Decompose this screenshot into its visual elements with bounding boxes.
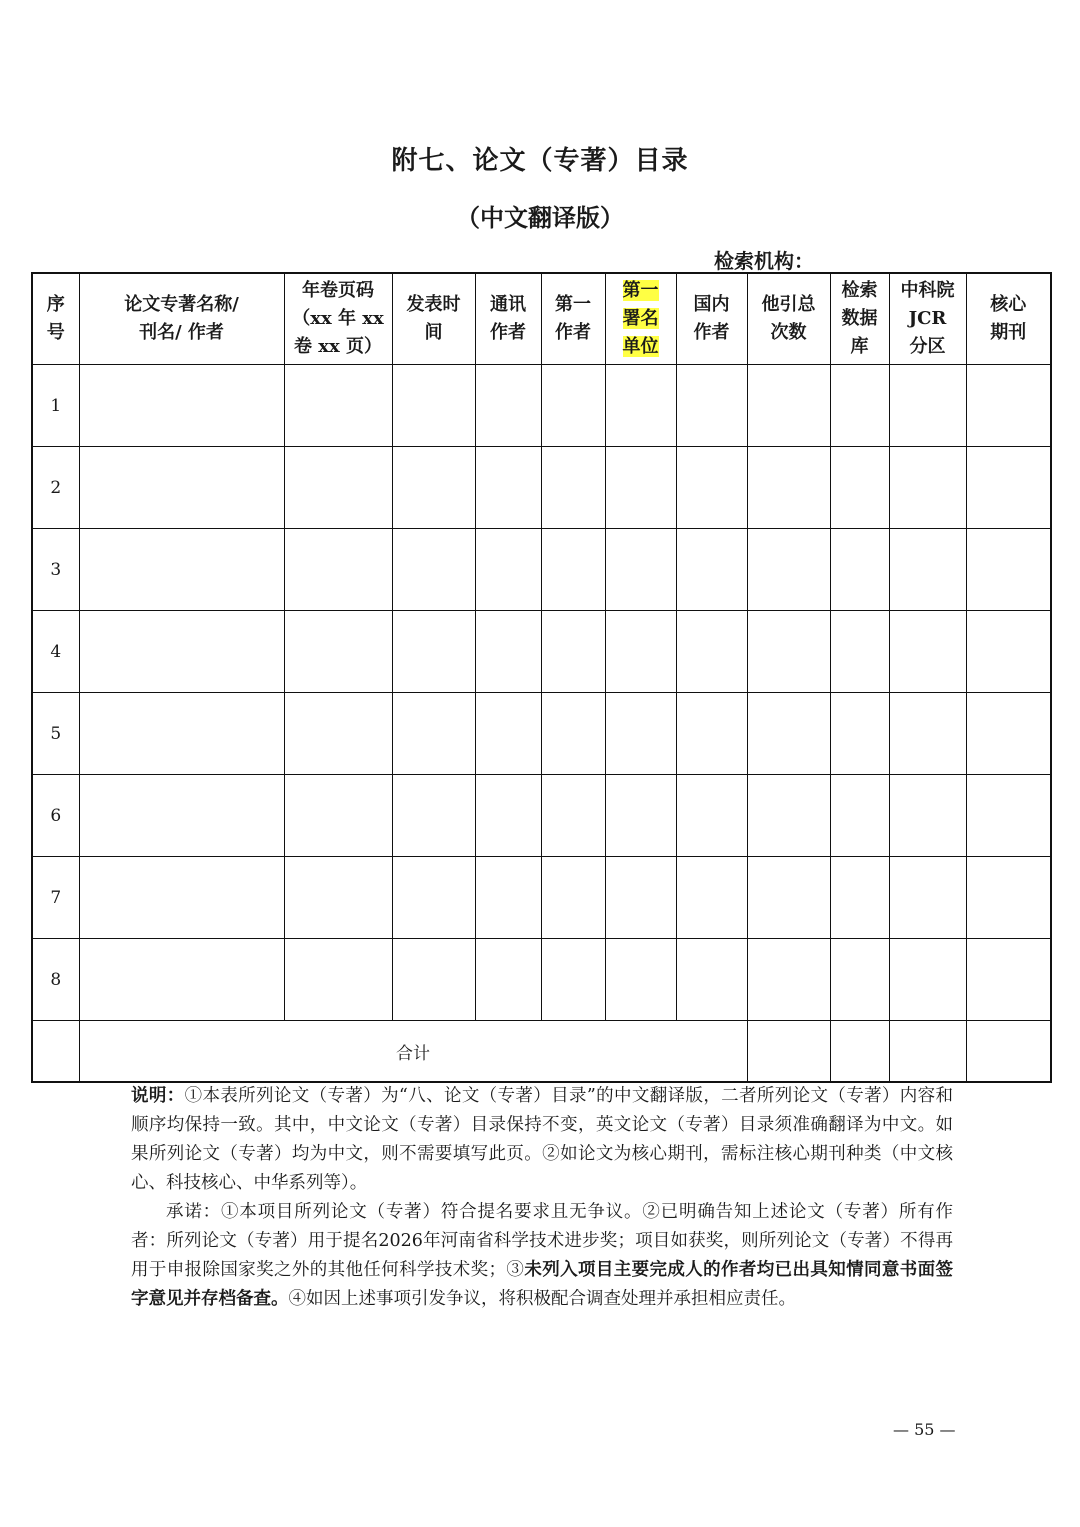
header-line: 单位 [622, 336, 659, 357]
cell-first_author[interactable] [541, 447, 605, 529]
cell-volume[interactable] [284, 611, 392, 693]
header-citations-label [762, 294, 816, 343]
promise-text-bold: 未列入项目主要完成人的作者均已出具知情同意书面签字意见并存档备查。 [131, 1260, 953, 1309]
promise-text-2: ④如因上述事项引发争议，将积极配合调查处理并承担相应责任。 [288, 1289, 796, 1309]
header-corresp-label [490, 294, 526, 343]
paper-catalog-table [31, 272, 1052, 1083]
cell-jcr[interactable] [889, 529, 966, 611]
cell-first_unit[interactable] [605, 529, 676, 611]
header-first_author [541, 273, 605, 365]
header-first_unit-label [623, 280, 659, 357]
cell-database[interactable] [830, 939, 889, 1021]
cell-volume[interactable] [284, 939, 392, 1021]
header-line: JCR [908, 308, 947, 329]
header-line: 第一 [622, 280, 659, 301]
retrieval-agency-label: 检索机构： [714, 249, 814, 273]
cell-citations[interactable] [747, 365, 830, 447]
cell-first_unit[interactable] [605, 775, 676, 857]
cell-volume[interactable] [284, 365, 392, 447]
header-line: 次数 [770, 322, 807, 343]
header-first_author-label [555, 294, 591, 343]
header-domestic [676, 273, 747, 365]
header-database-label [842, 280, 878, 357]
header-citations [747, 273, 830, 365]
cell-corresp[interactable] [475, 611, 541, 693]
header-line: 检索 [841, 280, 878, 301]
cell-corresp[interactable] [475, 939, 541, 1021]
header-line: 卷 xx 页） [294, 336, 382, 357]
page-title: 附七、论文（专著）目录 [391, 146, 689, 176]
cell-volume[interactable] [284, 857, 392, 939]
header-core-label [990, 294, 1026, 343]
header-pubtime [392, 273, 475, 365]
cell-first_unit[interactable] [605, 857, 676, 939]
cell-first_author[interactable] [541, 939, 605, 1021]
explanation-lead: 说明： [131, 1086, 185, 1106]
table-body [32, 365, 1051, 1083]
cell-jcr[interactable] [889, 693, 966, 775]
cell-core[interactable] [966, 447, 1051, 529]
header-line: 国内 [693, 294, 730, 315]
row-number: 6 [32, 775, 79, 857]
header-line: 核心 [990, 294, 1027, 315]
header-corresp [475, 273, 541, 365]
cell-pubtime[interactable] [392, 529, 475, 611]
cell-citations[interactable] [747, 529, 830, 611]
cell-core[interactable] [966, 775, 1051, 857]
cell-citations[interactable] [747, 857, 830, 939]
cell-first_author[interactable] [541, 611, 605, 693]
header-seq-label [47, 294, 65, 343]
cell-domestic[interactable] [676, 529, 747, 611]
header-line: 作者 [693, 322, 730, 343]
table-row [32, 857, 1051, 939]
cell-name[interactable] [79, 529, 284, 611]
explanation-paragraph [131, 1082, 953, 1198]
notes-section [131, 1082, 953, 1314]
header-jcr-label [901, 280, 955, 357]
cell-core[interactable] [966, 365, 1051, 447]
row-number: 5 [32, 693, 79, 775]
header-line: 作者 [490, 322, 526, 343]
table-row [32, 693, 1051, 775]
header-line: （xx 年 xx [292, 308, 384, 329]
table-row [32, 939, 1051, 1021]
header-line: 第一 [555, 294, 591, 315]
cell-first_unit[interactable] [605, 365, 676, 447]
header-jcr [889, 273, 966, 365]
header-database [830, 273, 889, 365]
cell-database[interactable] [830, 365, 889, 447]
header-line: 刊名/ 作者 [139, 322, 224, 343]
cell-corresp[interactable] [475, 365, 541, 447]
header-volume [284, 273, 392, 365]
table-row [32, 529, 1051, 611]
cell-first_unit[interactable] [605, 693, 676, 775]
table-row [32, 365, 1051, 447]
header-line: 库 [850, 336, 869, 357]
header-line: 分区 [909, 336, 946, 357]
cell-volume[interactable] [284, 529, 392, 611]
cell-domestic[interactable] [676, 939, 747, 1021]
header-line: 发表时 [406, 294, 461, 315]
row-number: 1 [32, 365, 79, 447]
header-line: 数据 [841, 308, 878, 329]
header-line: 论文专著名称/ [124, 294, 239, 315]
header-core [966, 273, 1051, 365]
total-core[interactable] [966, 1021, 1051, 1083]
row-number: 7 [32, 857, 79, 939]
header-line: 作者 [555, 322, 591, 343]
cell-database[interactable] [830, 857, 889, 939]
cell-first_author[interactable] [541, 775, 605, 857]
cell-jcr[interactable] [889, 611, 966, 693]
promise-paragraph [131, 1198, 953, 1314]
explanation-text: ①本表所列论文（专著）为“八、论文（专著）目录”的中文翻译版，二者所列论文（专著）内容和顺序均保持一致。其中，中文论文（专著）目录保持不变，英文论文（专著）目录须准确翻译为中文。如果所列论文（专著）均为中文，则不需要填写此页。②如论文为核心期刊，需标注核心期刊种类（中文核心、科技核心、中华系列等）。 [131, 1086, 954, 1193]
cell-database[interactable] [830, 529, 889, 611]
cell-name[interactable] [79, 775, 284, 857]
cell-citations[interactable] [747, 693, 830, 775]
cell-database[interactable] [830, 775, 889, 857]
cell-pubtime[interactable] [392, 447, 475, 529]
header-name [79, 273, 284, 365]
cell-database[interactable] [830, 447, 889, 529]
cell-domestic[interactable] [676, 611, 747, 693]
cell-pubtime[interactable] [392, 365, 475, 447]
cell-pubtime[interactable] [392, 693, 475, 775]
header-line: 通讯 [490, 294, 526, 315]
table-header-row [32, 273, 1051, 365]
header-seq [32, 273, 79, 365]
total-citations[interactable] [747, 1021, 830, 1083]
cell-corresp[interactable] [475, 693, 541, 775]
cell-name[interactable] [79, 693, 284, 775]
cell-core[interactable] [966, 939, 1051, 1021]
cell-pubtime[interactable] [392, 857, 475, 939]
total-row [32, 1021, 1051, 1083]
table-row [32, 775, 1051, 857]
cell-citations[interactable] [747, 611, 830, 693]
header-line: 署名 [622, 308, 659, 329]
cell-core[interactable] [966, 857, 1051, 939]
cell-domestic[interactable] [676, 693, 747, 775]
cell-domestic[interactable] [676, 447, 747, 529]
header-domestic-label [694, 294, 730, 343]
cell-first_author[interactable] [541, 365, 605, 447]
header-line: 号 [46, 322, 65, 343]
header-line: 期刊 [990, 322, 1027, 343]
cell-core[interactable] [966, 611, 1051, 693]
row-number: 8 [32, 939, 79, 1021]
cell-jcr[interactable] [889, 775, 966, 857]
header-name-label [124, 294, 239, 343]
header-line: 年卷页码 [302, 280, 374, 301]
cell-jcr[interactable] [889, 939, 966, 1021]
cell-jcr[interactable] [889, 447, 966, 529]
row-number: 2 [32, 447, 79, 529]
cell-name[interactable] [79, 939, 284, 1021]
table-row [32, 447, 1051, 529]
cell-first_unit[interactable] [605, 447, 676, 529]
header-line: 他引总 [761, 294, 816, 315]
cell-first_author[interactable] [541, 857, 605, 939]
cell-corresp[interactable] [475, 775, 541, 857]
cell-first_unit[interactable] [605, 939, 676, 1021]
table-row [32, 611, 1051, 693]
cell-citations[interactable] [747, 775, 830, 857]
page-number: — 55 — [893, 1420, 956, 1439]
cell-database[interactable] [830, 611, 889, 693]
row-number: 3 [32, 529, 79, 611]
cell-corresp[interactable] [475, 529, 541, 611]
cell-volume[interactable] [284, 775, 392, 857]
header-pubtime-label [407, 294, 461, 343]
cell-citations[interactable] [747, 447, 830, 529]
cell-database[interactable] [830, 693, 889, 775]
page-subtitle: （中文翻译版） [456, 203, 624, 232]
cell-core[interactable] [966, 529, 1051, 611]
cell-core[interactable] [966, 693, 1051, 775]
total-label: 合计 [79, 1021, 747, 1083]
header-line: 序 [46, 294, 65, 315]
cell-domestic[interactable] [676, 857, 747, 939]
cell-volume[interactable] [284, 693, 392, 775]
header-line: 中科院 [900, 280, 955, 301]
header-volume-label [292, 280, 383, 357]
cell-domestic[interactable] [676, 775, 747, 857]
cell-name[interactable] [79, 611, 284, 693]
cell-jcr[interactable] [889, 365, 966, 447]
cell-jcr[interactable] [889, 857, 966, 939]
cell-name[interactable] [79, 857, 284, 939]
total-database[interactable] [830, 1021, 889, 1083]
header-line: 间 [424, 322, 443, 343]
cell-first_author[interactable] [541, 693, 605, 775]
cell-domestic[interactable] [676, 365, 747, 447]
cell-volume[interactable] [284, 447, 392, 529]
cell-citations[interactable] [747, 939, 830, 1021]
total-jcr[interactable] [889, 1021, 966, 1083]
cell-corresp[interactable] [475, 857, 541, 939]
header-first_unit [605, 273, 676, 365]
cell-pubtime[interactable] [392, 775, 475, 857]
cell-name[interactable] [79, 447, 284, 529]
promise-text-1: 承诺：①本项目所列论文（专著）符合提名要求且无争议。②已明确告知上述论文（专著）所有作者：所列论文（专著）用于提名2026年河南省科学技术进步奖；项目如获奖，则所列论文（专著）不得再用于申报除国家奖之外的其他任何科学技术奖；③ [131, 1202, 953, 1280]
cell-pubtime[interactable] [392, 611, 475, 693]
cell-first_author[interactable] [541, 529, 605, 611]
cell-name[interactable] [79, 365, 284, 447]
cell-first_unit[interactable] [605, 611, 676, 693]
cell-corresp[interactable] [475, 447, 541, 529]
row-number: 4 [32, 611, 79, 693]
cell-pubtime[interactable] [392, 939, 475, 1021]
total-row-seq [32, 1021, 79, 1083]
